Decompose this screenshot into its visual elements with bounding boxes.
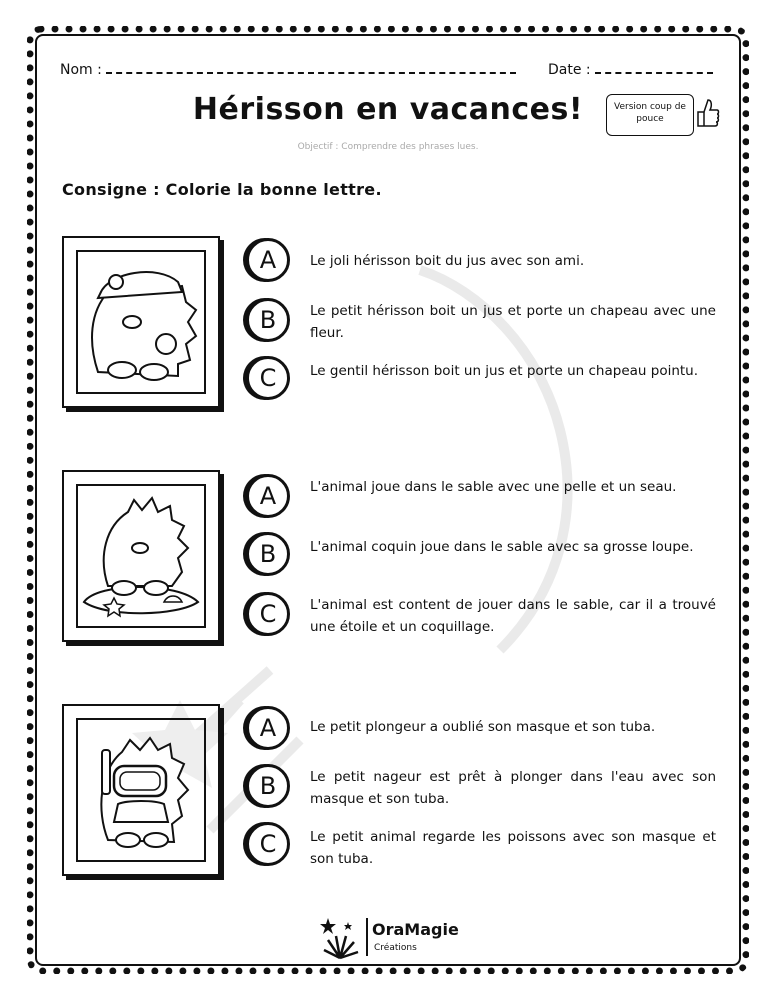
choice-1a-text: Le joli hérisson boit du jus avec son ami. xyxy=(310,253,585,269)
choice-3a-button[interactable]: A xyxy=(246,706,290,750)
page-title: Hérisson en vacances! xyxy=(192,92,584,127)
logo-divider xyxy=(366,918,368,956)
choice-2c-text: L'animal est content de jouer dans le sable, car il a trouvé une étoile et un coquillage. xyxy=(310,597,716,635)
version-badge: Version coup de pouce xyxy=(606,94,694,136)
choice-2b-button[interactable]: B xyxy=(246,532,290,576)
choice-3c-text: Le petit animal regarde les poissons avec son masque et son tuba. xyxy=(310,829,716,867)
firework-logo-icon xyxy=(318,916,362,960)
name-field[interactable] xyxy=(60,60,516,78)
choice-3c-button[interactable]: C xyxy=(246,822,290,866)
choice-2c-button[interactable]: C xyxy=(246,592,290,636)
name-label: Nom : xyxy=(60,62,102,78)
choice-3a-text: Le petit plongeur a oublié son masque et son tuba. xyxy=(310,719,656,735)
date-field[interactable] xyxy=(548,60,713,78)
hedgehog-in-sand-icon xyxy=(78,486,204,626)
choice-1c-button[interactable]: C xyxy=(246,356,290,400)
thumbs-up-icon xyxy=(694,96,720,130)
name-blank[interactable] xyxy=(106,60,516,74)
hedgehog-with-hat-drinking-icon xyxy=(78,252,204,392)
choice-2b-text: L'animal coquin joue dans le sable avec sa grosse loupe. xyxy=(310,539,694,555)
objective-text: Objectif : Comprendre des phrases lues. xyxy=(297,142,479,152)
question-3-image-frame xyxy=(62,704,220,876)
question-2-image-frame xyxy=(62,470,220,642)
brand-subtitle: Créations xyxy=(374,943,417,953)
choice-1c-text: Le gentil hérisson boit un jus et porte un chapeau pointu. xyxy=(310,363,699,379)
choice-3b-button[interactable]: B xyxy=(246,764,290,808)
question-1-image-frame xyxy=(62,236,220,408)
choice-1a-button[interactable]: A xyxy=(246,238,290,282)
choice-2a-button[interactable]: A xyxy=(246,474,290,518)
choice-2a-text: L'animal joue dans le sable avec une pelle et un seau. xyxy=(310,479,677,495)
date-blank[interactable] xyxy=(595,60,713,74)
brand-name: OraMagie xyxy=(372,920,459,939)
choice-1b-button[interactable]: B xyxy=(246,298,290,342)
choice-1b-text: Le petit hérisson boit un jus et porte un chapeau avec une fleur. xyxy=(310,303,716,341)
date-label: Date : xyxy=(548,62,591,78)
instruction-text: Consigne : Colorie la bonne lettre. xyxy=(62,180,382,199)
choice-3b-text: Le petit nageur est prêt à plonger dans l'eau avec son masque et son tuba. xyxy=(310,769,716,807)
hedgehog-with-snorkel-mask-icon xyxy=(78,720,204,860)
